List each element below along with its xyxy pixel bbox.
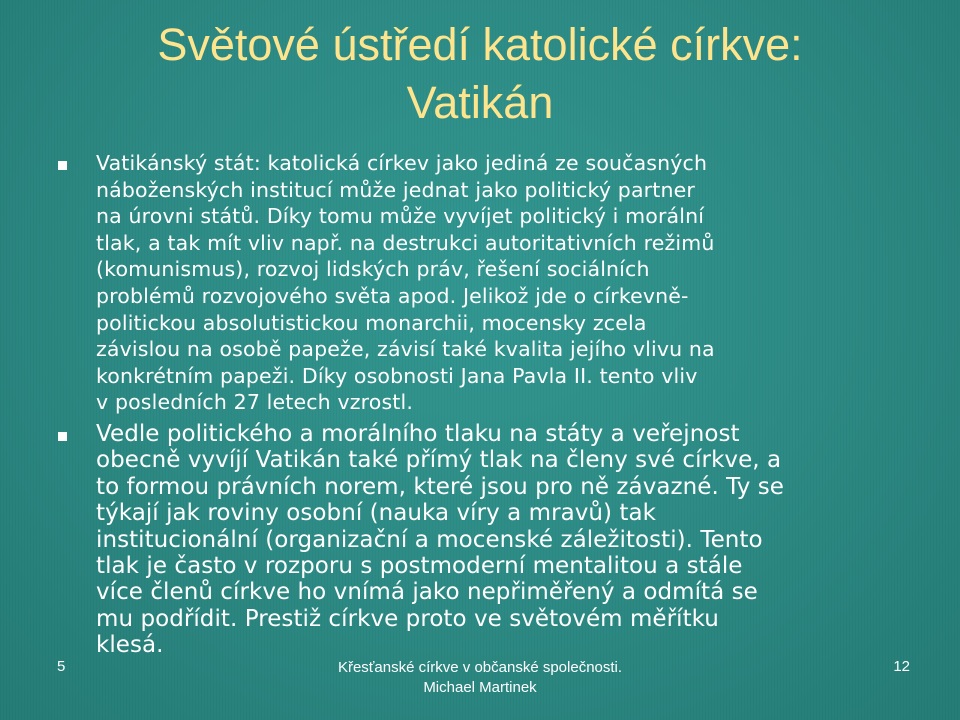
text-line: institucionální (organizační a mocenské záležitosti). Tento: [96, 526, 763, 553]
text-line: (komunismus), rozvoj lidských práv, řešení sociálních: [96, 257, 650, 282]
text-line: týkají jak roviny osobní (nauka víry a mravů) tak: [96, 500, 657, 527]
text-line: Vedle politického a morálního tlaku na státy a veřejnost: [96, 420, 740, 447]
footer-caption: [280, 658, 680, 698]
bullet-item: [56, 421, 906, 659]
bullet-text: [96, 150, 906, 416]
text-line: problémů rozvojového světa apod. Jelikož jde o církevně-: [96, 283, 689, 308]
footer-author: Michael Martinek: [423, 679, 537, 696]
bullet-list: [56, 150, 906, 659]
text-line: více členů církve ho vnímá jako nepřiměřený a odmítá se: [96, 579, 758, 606]
text-line: tlak, a tak mít vliv např. na destrukci autoritativních režimů: [96, 230, 715, 255]
footer-page-number: 12: [893, 658, 910, 675]
text-line: tlak je často v rozporu s postmoderní mentalitou a stále: [96, 552, 743, 579]
footer-slide-number-left: 5: [57, 658, 66, 675]
bullet-text: [96, 421, 906, 659]
square-bullet-icon: [58, 161, 67, 170]
slide-title: [40, 16, 920, 132]
title-line-1: Světové ústředí katolické církve:: [157, 19, 803, 70]
text-line: závislou na osobě papeže, závisí také kvalita jejího vlivu na: [96, 337, 715, 362]
title-line-2: Vatikán: [406, 77, 554, 128]
text-line: mu podřídit. Prestiž církve proto ve světovém měřítku: [96, 605, 719, 632]
text-line: konkrétním papeži. Díky osobnosti Jana Pavla II. tento vliv: [96, 363, 698, 388]
text-line: Vatikánský stát: katolická církev jako jediná ze současných: [96, 151, 708, 175]
text-line: to formou právních norem, které jsou pro ně závazné. Ty se: [96, 473, 784, 500]
text-line: na úrovni států. Díky tomu může vyvíjet politický i morální: [96, 204, 705, 229]
bullet-item: [56, 150, 906, 416]
text-line: v posledních 27 letech vzrostl.: [96, 390, 414, 415]
square-bullet-icon: [58, 432, 67, 441]
text-line: obecně vyvíjí Vatikán také přímý tlak na členy své církve, a: [96, 447, 782, 474]
footer-course-title: Křesťanské církve v občanské společnosti.: [337, 659, 623, 676]
text-line: politickou absolutistickou monarchii, mocensky zcela: [96, 310, 647, 335]
text-line: náboženských institucí může jednat jako politický partner: [96, 177, 695, 202]
text-line: klesá.: [96, 632, 164, 659]
